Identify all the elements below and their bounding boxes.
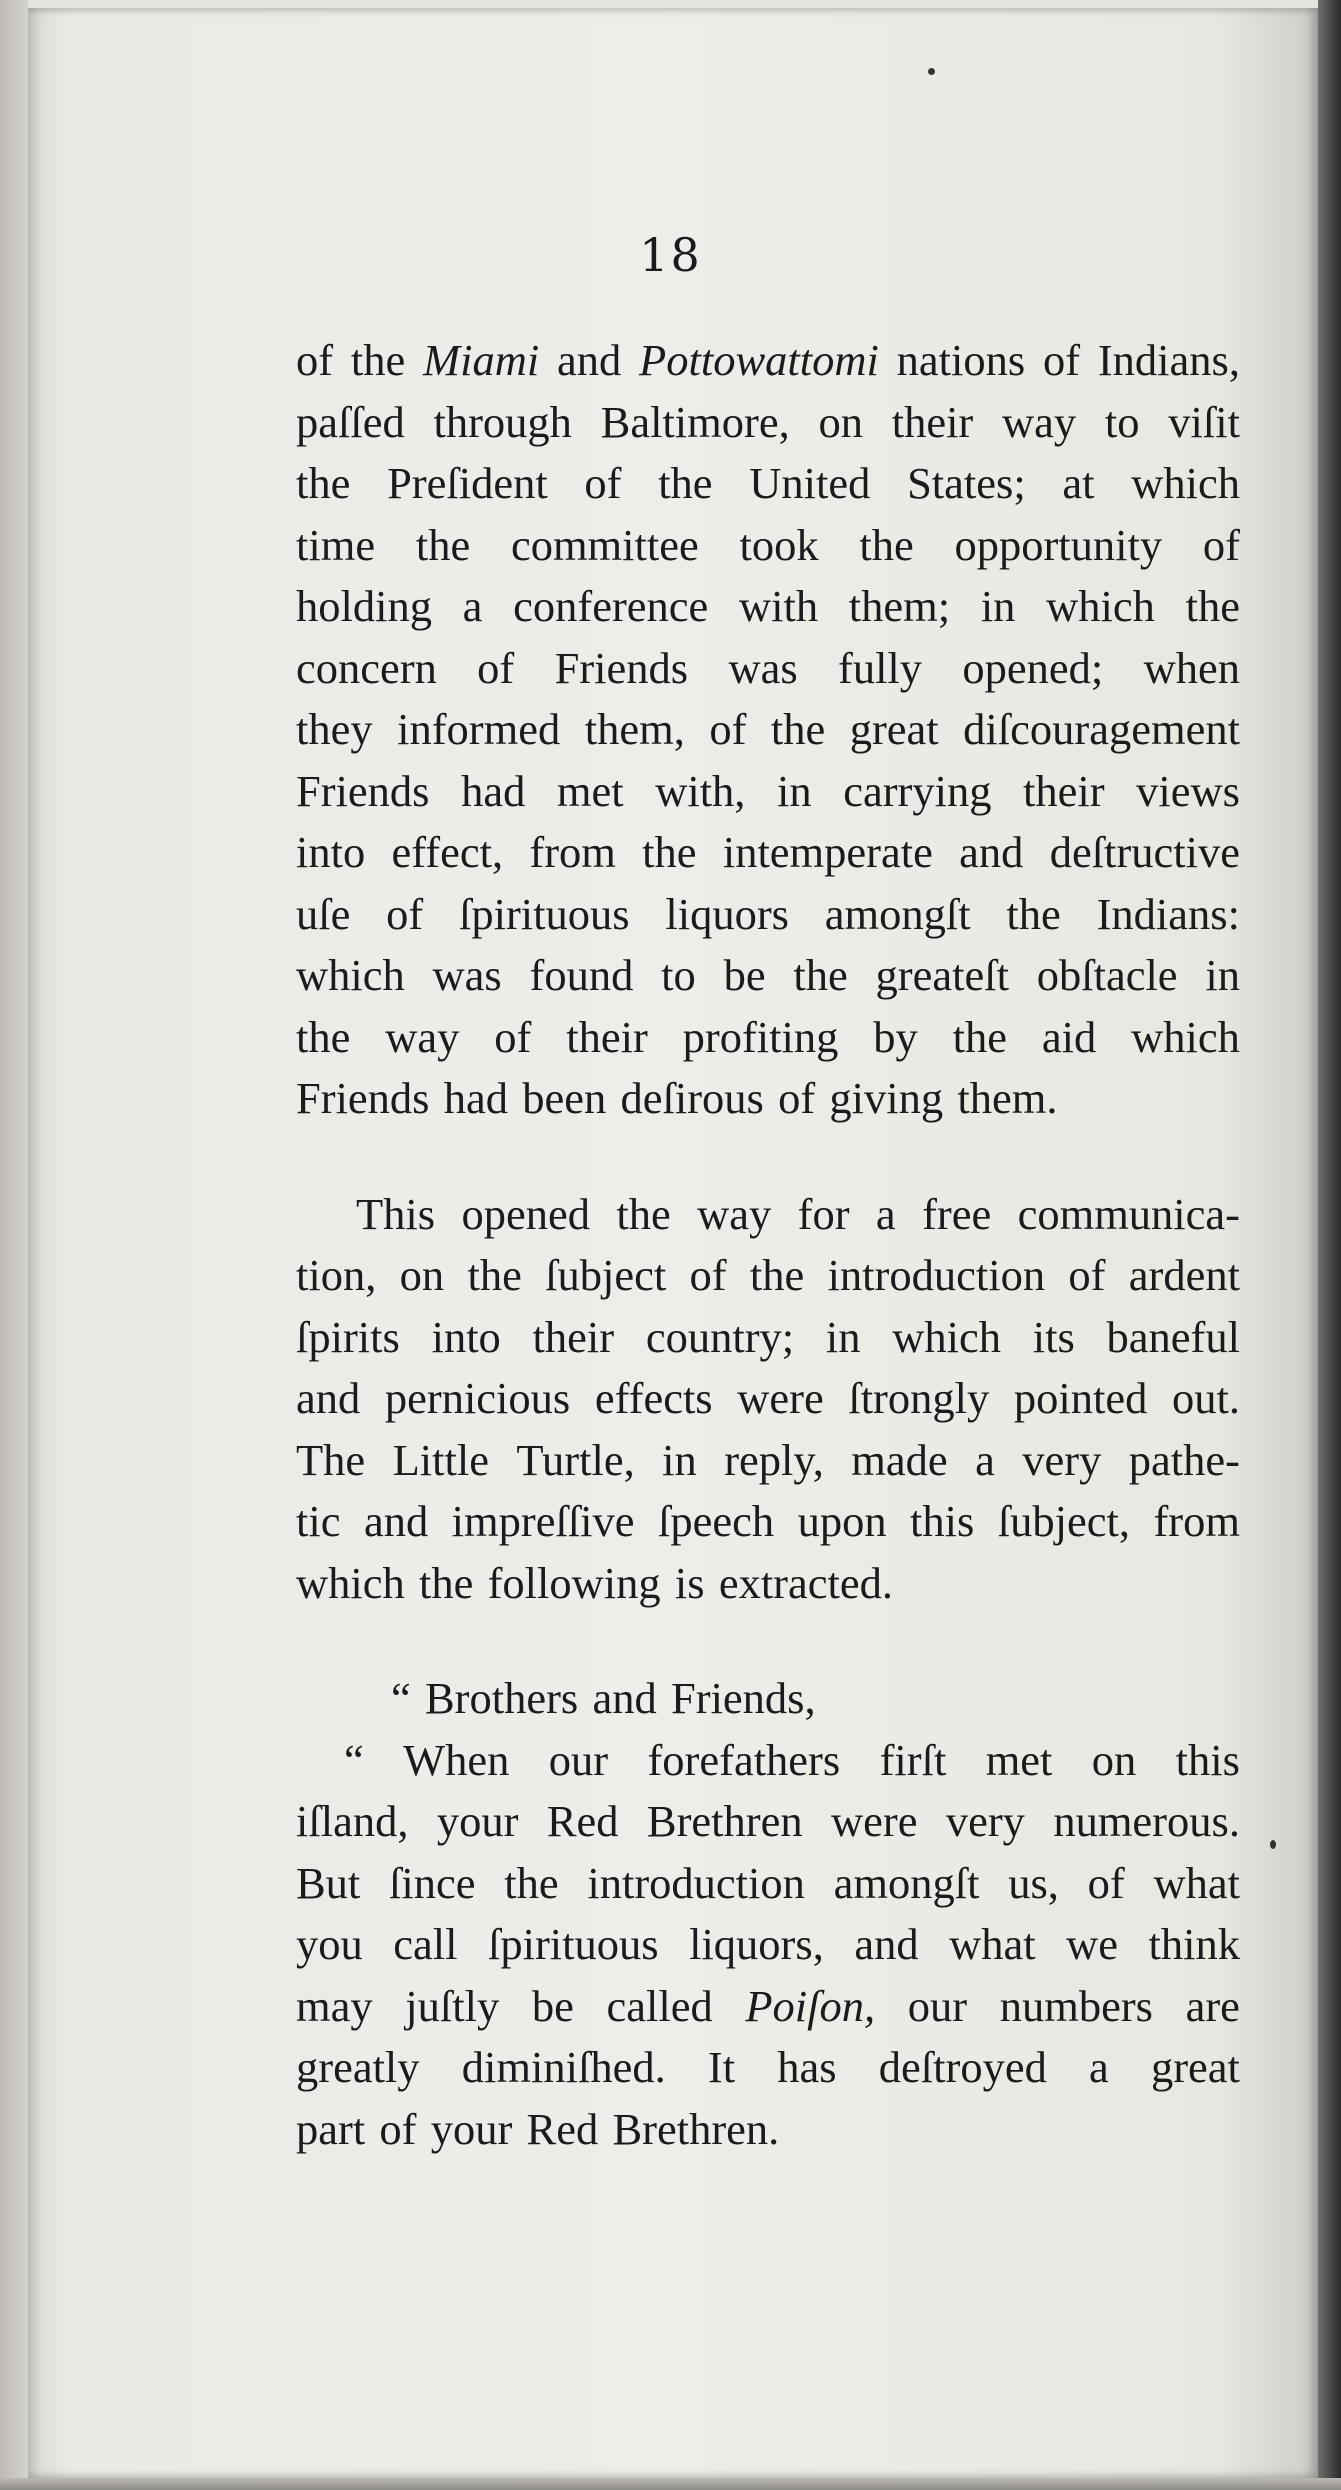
word: conference [513,581,709,631]
word: opened [461,1188,591,1239]
word: greatly [296,2042,420,2092]
word: think [1148,1919,1240,1969]
ink-speck [928,68,935,75]
text-line [296,1430,1240,1492]
word: opportunity [954,519,1163,570]
word: what [1153,1857,1240,1908]
text-line [296,1853,1240,1915]
text-line [296,1068,1240,1130]
word: ardent [1128,1250,1240,1300]
word: of [477,642,515,693]
text-line [296,945,1240,1007]
word: juſtly [405,1980,500,2031]
word: your [430,2103,513,2154]
word: which [1046,581,1155,631]
word: the [658,458,713,508]
word: very [945,1796,1025,1846]
word: is [674,1557,705,1608]
word: of [1068,1250,1106,1300]
word: diminiſhed. [461,2042,666,2092]
word: Little [392,1434,489,1485]
word: paſſed [296,396,405,447]
word: which [1131,458,1240,508]
word: in [825,1311,861,1362]
word: in [980,581,1016,631]
word: When [403,1734,510,1785]
word: of [584,458,622,508]
word: with [738,581,819,631]
text-line [296,453,1240,515]
word: baneful [1106,1311,1240,1362]
word: This [356,1188,436,1239]
word: Friends [554,642,689,693]
word: the [859,519,914,570]
word: greateſt [875,950,1009,1000]
word: a [875,1188,896,1239]
word: Brethren [646,1796,803,1846]
word: Preſident [387,458,548,508]
word: met [985,1734,1053,1785]
word: at [1062,458,1095,508]
word: fully [838,642,923,693]
word: the [1185,581,1240,631]
word: on [399,1250,445,1300]
word: the [793,950,848,1000]
word: took [739,519,819,570]
word: informed [397,704,561,754]
word: were [830,1796,918,1846]
word: ſpirits [296,1311,400,1362]
word: their [891,396,974,447]
word: It [707,2042,736,2092]
word: Red [546,1796,619,1846]
text-line [296,1491,1240,1553]
text-line [296,1007,1240,1069]
paragraph-gap [296,1614,1240,1668]
word: they [296,704,373,754]
text-line [296,392,1240,454]
word: upon [797,1496,887,1546]
word: views [1136,765,1240,816]
paragraph-2 [296,1184,1240,1615]
word: liquors, [689,1919,824,1969]
word: very [1022,1434,1102,1485]
word: intemperate [722,827,933,877]
word: introduction [827,1250,1046,1300]
word: ſpirituous [459,888,630,939]
book-binding [0,0,28,2490]
word: giving [829,1073,944,1123]
word: into [296,827,366,877]
word: deſirous [620,1073,764,1123]
word: be [531,1980,574,2031]
word: obſtacle [1036,950,1178,1000]
word: has [777,2042,837,2092]
word: you [296,1919,363,1969]
word: be [723,950,766,1000]
word: pathe- [1128,1434,1240,1485]
word: ſubject, [997,1496,1130,1546]
word: of [296,335,334,385]
word: part [296,2103,366,2154]
text-line [296,1914,1240,1976]
word: of [1087,1857,1125,1908]
word: your [436,1796,519,1846]
paragraph-1 [296,330,1240,1130]
word: free [922,1188,992,1239]
word: of [1042,335,1081,385]
word: of [689,1250,727,1300]
word: deſtroyed [878,2042,1047,2092]
text-line [296,822,1240,884]
word: this [910,1496,975,1546]
body-text [296,330,1240,2160]
word: found [529,950,634,1000]
word: opened; [962,642,1104,693]
word: our [548,1734,609,1785]
word: Friends [296,765,430,816]
word: ſince [389,1857,476,1908]
italic-word: Poiſon, [745,1980,876,2031]
page-number: 18 [639,228,702,282]
text-line [296,2037,1240,2099]
word: on [818,396,863,447]
word: their [566,1011,648,1062]
text-line [296,576,1240,638]
page-edge-shadow [1318,0,1341,2490]
word: way [1002,396,1077,447]
word: Red [526,2103,599,2154]
word: were [737,1373,824,1423]
word: the [350,335,406,385]
italic-word: Miami [423,335,540,385]
word: of [386,888,424,939]
word: this [1175,1734,1240,1785]
word: the [749,1250,805,1300]
word: had [443,1073,508,1123]
word: following [487,1557,661,1608]
word: what [949,1919,1036,1969]
word: which [892,1311,1002,1362]
word: ſpirituous [487,1919,659,1969]
word: to [661,950,696,1000]
word: its [1032,1311,1075,1362]
text-line [296,515,1240,577]
text-line [296,1976,1240,2038]
word: the [642,827,697,877]
word: ſubject [545,1250,667,1300]
text-line [296,1184,1240,1246]
word: iſland, [296,1796,409,1846]
text-line [296,1368,1240,1430]
word: nations [896,335,1026,385]
word: uſe [296,888,351,939]
word: of [494,1011,532,1062]
word: great [1150,2042,1240,2092]
word: of [709,704,747,754]
word: ſpeech [658,1496,775,1546]
word: and [296,1373,361,1423]
word: Baltimore, [600,396,790,447]
word: which [296,950,405,1000]
word: in [662,1434,697,1485]
word: extracted. [718,1557,893,1608]
word: through [433,396,572,447]
word: numbers [999,1980,1153,2031]
word: tion, [296,1250,377,1300]
word: may [296,1980,373,2031]
word: tic [296,1496,341,1546]
text-line [296,884,1240,946]
word: met [556,765,624,816]
word: the [1006,888,1061,939]
word: and [363,1496,429,1546]
word: effects [594,1373,713,1423]
text-line [296,1668,1240,1730]
word: made [851,1434,948,1485]
word: deſtructive [1049,827,1240,877]
word: out. [1171,1373,1240,1423]
word: the [616,1188,671,1239]
word: amongſt [833,1857,980,1908]
word: Friends, [671,1673,816,1723]
word: and [959,827,1024,877]
word: them, [584,704,685,754]
word: profiting [682,1011,839,1062]
word: diſcouragement [963,704,1240,754]
word: and [854,1919,919,1969]
word: pernicious [384,1373,571,1423]
word: carrying [843,765,992,816]
word: us, [1008,1857,1059,1908]
word: them; [848,581,951,631]
word: a [975,1434,995,1485]
word: the [467,1250,522,1300]
word: the [504,1857,559,1908]
word: country; [645,1311,795,1362]
paragraph-gap [296,1130,1240,1184]
text-line [296,1791,1240,1853]
word: Indians, [1097,335,1240,385]
word: Indians: [1096,888,1240,939]
word: by [873,1011,918,1062]
word: to [1104,396,1140,447]
word: forefathers [647,1734,841,1785]
word: with, [655,765,746,816]
word: “ [391,1673,411,1723]
word: viſit [1168,396,1240,447]
word: way [697,1188,772,1239]
word: Turtle, [516,1434,635,1485]
word: the [415,519,471,570]
word: of [778,1073,816,1123]
word: time [296,519,376,570]
ink-speck [1270,1840,1276,1849]
word: into [431,1311,501,1362]
word: liquors [665,888,790,939]
word: communica- [1017,1188,1240,1239]
word: was [432,950,502,1000]
word: the [770,704,826,754]
word: firſt [879,1734,947,1785]
text-line [296,1307,1240,1369]
word: when [1143,642,1240,693]
text-line [296,330,1240,392]
word: United [749,458,871,508]
word: was [728,642,798,693]
word: impreſſive [451,1496,635,1546]
word: a [1089,2042,1109,2092]
word: “ [344,1734,364,1785]
word: for [797,1188,850,1239]
word: effect, [391,827,504,877]
word: Friends [296,1073,430,1123]
word: The [296,1434,366,1485]
word: call [393,1919,458,1969]
word: our [907,1980,968,2031]
word: pointed [1013,1373,1148,1423]
word: in [1205,950,1240,1000]
word: a [462,581,483,631]
word: from [529,827,616,877]
text-line [296,1730,1240,1792]
word: had [461,765,526,816]
text-line [296,1553,1240,1615]
word: we [1066,1919,1118,1969]
text-line [296,638,1240,700]
word: the [296,458,351,508]
word: which [296,1557,405,1608]
word: are [1185,1980,1240,2031]
word: in [777,765,812,816]
word: aid [1041,1011,1097,1062]
word: But [296,1857,361,1908]
word: holding [296,581,432,631]
word: amongſt [824,888,971,939]
word: been [522,1073,607,1123]
word: called [606,1980,713,2031]
page-bottom-edge [0,2478,1341,2490]
word: numerous. [1053,1796,1240,1846]
text-line [296,2099,1240,2161]
word: and [556,335,622,385]
word: Brothers [425,1673,579,1723]
text-line [296,1245,1240,1307]
word: from [1153,1496,1240,1546]
italic-word: Pottowattomi [639,335,879,385]
word: way [385,1011,460,1062]
word: the [952,1011,1008,1062]
word: the [296,1011,351,1062]
text-line [296,761,1240,823]
text-line [296,699,1240,761]
word: ſtrongly [848,1373,990,1423]
quotation [296,1730,1240,2161]
word: their [532,1311,615,1362]
word: States; [907,458,1026,508]
word: on [1091,1734,1137,1785]
word: them. [957,1073,1058,1123]
word: the [419,1557,474,1608]
salutation [296,1668,1240,1730]
word: committee [510,519,699,570]
word: introduction [587,1857,805,1908]
word: concern [296,642,437,693]
word: of [1202,519,1240,570]
word: reply, [724,1434,824,1485]
word: of [379,2103,417,2154]
word: great [849,704,939,754]
word: their [1023,765,1105,816]
word: Brethren. [612,2103,780,2154]
word: which [1131,1011,1240,1062]
word: and [592,1673,657,1723]
